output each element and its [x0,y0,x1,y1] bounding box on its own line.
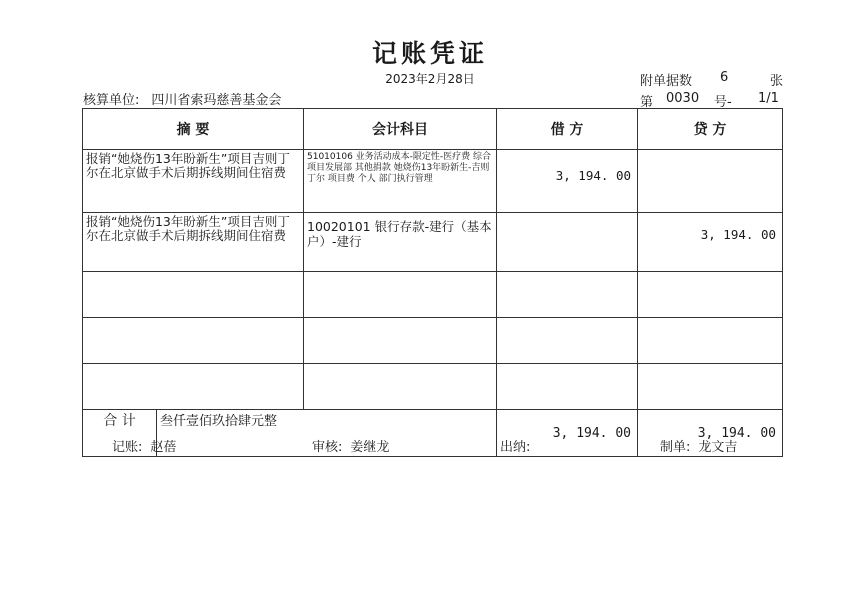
table-row-blank [83,272,783,318]
entry-summary: 报销“她烧伤13年盼新生”项目吉则丁尔在北京做手术后期拆线期间住宿费 [83,150,304,213]
table-row-blank [83,318,783,364]
voucher-page: 1/1 [758,91,779,106]
table-row [83,213,783,272]
total-credit: 3, 194. 00 [638,410,783,457]
attachments-count: 6 [720,70,729,85]
voucher-title: 记账凭证 [371,39,488,68]
entry-credit: 3, 194. 00 [638,213,783,272]
column-header-summary: 摘 要 [83,109,304,150]
table-row [83,150,783,213]
entry-credit [638,150,783,213]
reviewer-name: 姜继龙 [350,440,390,455]
cashier-signature [500,436,538,455]
reviewer-label: 审核: [312,440,343,455]
total-debit: 3, 194. 00 [497,410,638,457]
cashier-label: 出纳: [500,440,531,455]
preparer-label: 制单: [660,440,691,455]
bookkeeper-signature [112,436,176,455]
preparer-signature [660,436,737,455]
attachments-label: 附单据数 [640,74,693,89]
attachments-unit: 张 [770,74,784,89]
total-amount-words: 叁仟壹佰玖拾肆元整 [157,410,497,457]
voucher-number: 0030 [666,91,700,106]
unit-label: 核算单位: [83,93,140,108]
bookkeeper-name: 赵蓓 [150,440,177,455]
preparer-name: 龙文吉 [698,440,738,455]
voucher-prefix: 第 [640,95,654,110]
entry-account: 10020101 银行存款-建行（基本户）-建行 [304,213,497,272]
voucher-table [82,108,783,457]
voucher-suffix: 号- [714,95,732,110]
unit-name: 四川省索玛慈善基金会 [151,93,282,108]
table-header-row [83,109,783,150]
entry-summary: 报销“她烧伤13年盼新生”项目吉则丁尔在北京做手术后期拆线期间住宿费 [83,213,304,272]
column-header-account: 会计科目 [304,109,497,150]
bookkeeper-label: 记账: [112,440,143,455]
reviewer-signature [312,436,389,455]
accounting-unit [83,89,281,108]
voucher-date: 2023年2月28日 [385,72,475,86]
column-header-credit: 贷 方 [638,109,783,150]
entry-account: 51010106 业务活动成本-限定性-医疗费 综合项目发展部 其他捐款 她烧伤13年盼新生-吉则丁尔 项目费 个人 部门执行管理 [304,150,497,213]
table-row-blank [83,364,783,410]
entry-debit [497,213,638,272]
total-label: 合 计 [83,410,157,457]
entry-debit: 3, 194. 00 [497,150,638,213]
column-header-debit: 借 方 [497,109,638,150]
attachments-info [640,70,784,89]
